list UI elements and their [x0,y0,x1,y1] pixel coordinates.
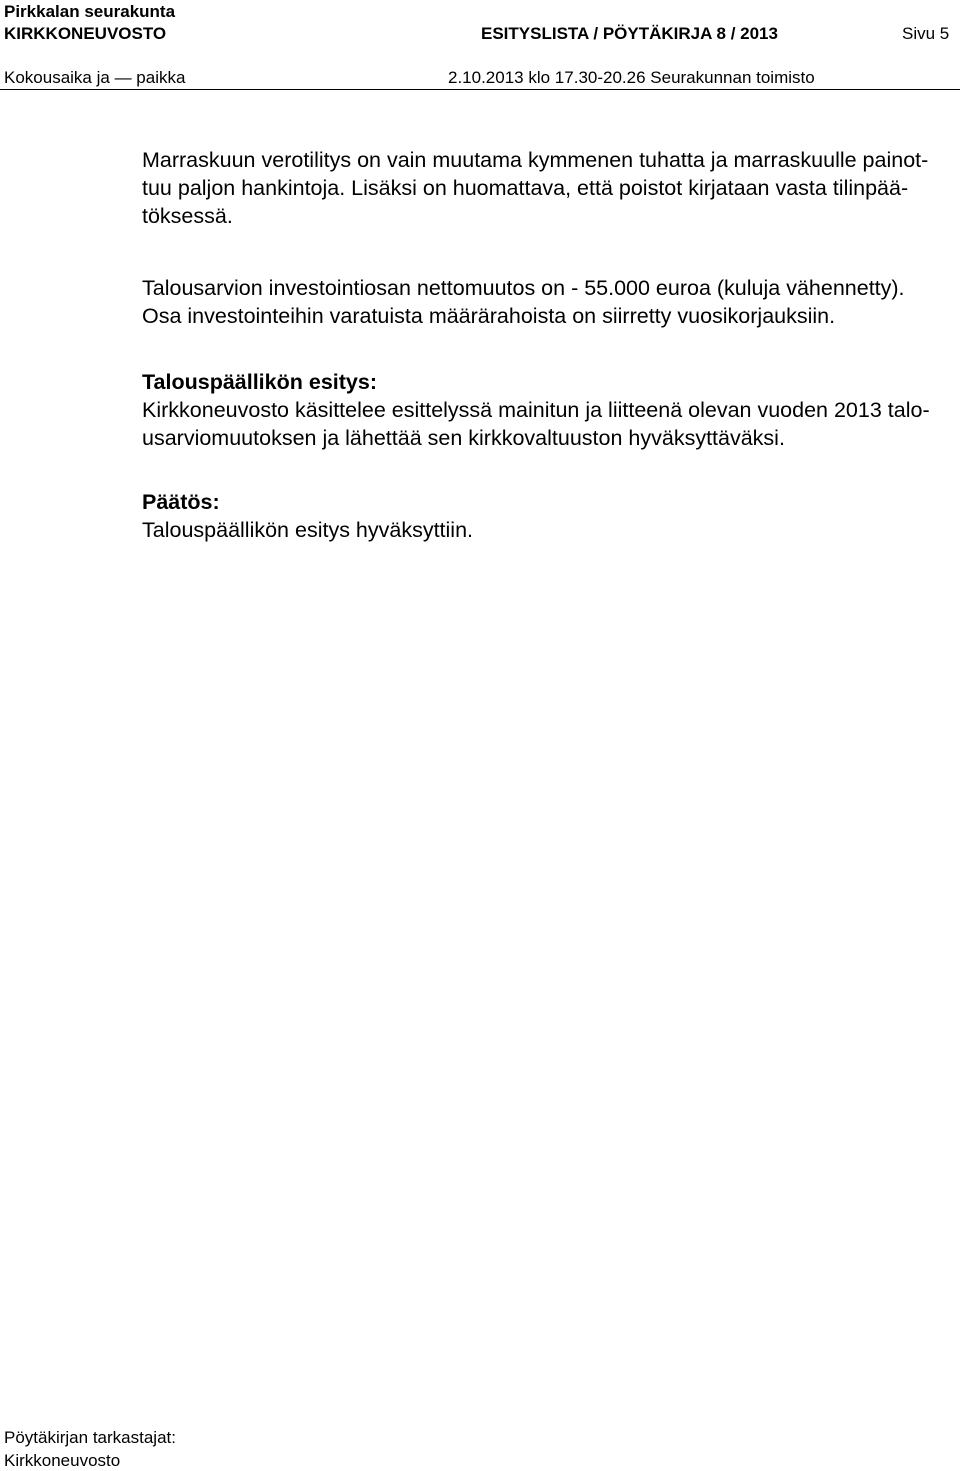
decision-heading: Päätös: [142,490,220,514]
text-line: Talousarvion investointiosan nettomuutos on - 55.000 euroa (kuluja vähennetty). [142,276,905,300]
text-line: Osa investointeihin varatuista määrärahoista on siirretty vuosikorjauksiin. [142,304,836,328]
text-line: usarviomuutoksen ja lähettää sen kirkkovaltuuston hyväksyttäväksi. [142,426,785,450]
proposal-section [142,368,954,452]
paragraph-tax-settlement [142,146,954,230]
header-rule [0,89,960,90]
body-name: KIRKKONEUVOSTO [4,24,167,43]
text-line: Kirkkoneuvosto käsittelee esittelyssä mainitun ja liitteenä olevan vuoden 2013 talo- [142,398,930,422]
footer-body-name: Kirkkoneuvosto [4,1451,121,1470]
text-line: Marraskuun verotilitys on vain muutama kymmenen tuhatta ja marraskuulle painot- [142,148,929,172]
text-line: tuu paljon hankintoja. Lisäksi on huomattava, että poistot kirjataan vasta tilinpää- [142,176,909,200]
meeting-value: 2.10.2013 klo 17.30-20.26 Seurakunnan toimisto [448,68,815,87]
meeting-label: Kokousaika ja — paikka [4,68,186,87]
text-line: töksessä. [142,204,233,228]
document-title: ESITYSLISTA / PÖYTÄKIRJA 8 / 2013 [481,24,778,43]
decision-text: Talouspäällikön esitys hyväksyttiin. [142,518,474,542]
paragraph-investment-change [142,274,954,330]
organization-name: Pirkkalan seurakunta [4,2,176,21]
page-label: Sivu 5 [902,24,950,43]
decision-section [142,488,954,544]
proposal-heading: Talouspäällikön esitys: [142,370,377,394]
footer-reviewers-label: Pöytäkirjan tarkastajat: [4,1428,176,1447]
